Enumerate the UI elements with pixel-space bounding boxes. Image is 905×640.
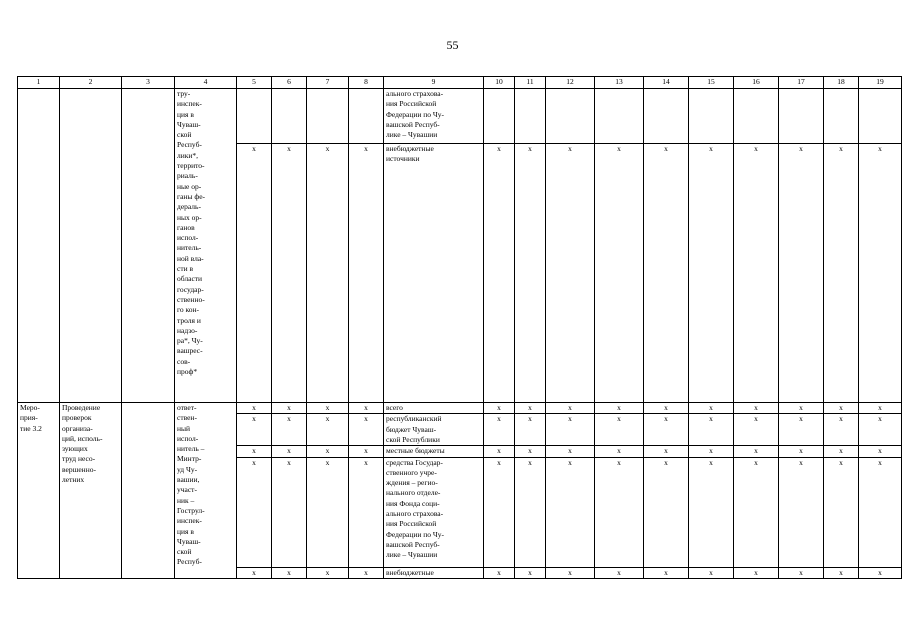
cell-x: x — [644, 567, 689, 578]
cell — [689, 89, 734, 144]
header-cell: 12 — [546, 77, 595, 89]
cell-x: x — [272, 457, 307, 567]
cell-x: x — [779, 144, 824, 403]
cell-x: x — [644, 144, 689, 403]
cell-x: x — [689, 457, 734, 567]
cell — [779, 89, 824, 144]
cell-x: x — [595, 457, 644, 567]
cell-x: x — [734, 414, 779, 446]
cell-x: x — [824, 144, 859, 403]
measure-executor: ответ- ствен- ный испол- нитель – Минтр- уд Чу- вашии, участ- ник – Гострул- инспек- ция в Чуваш- ской Респуб- — [175, 403, 237, 579]
cell-x: x — [644, 414, 689, 446]
cell — [859, 89, 902, 144]
cell-x: x — [349, 446, 384, 457]
cell-x: x — [349, 144, 384, 403]
cell-x: x — [546, 446, 595, 457]
cell-x: x — [595, 446, 644, 457]
cell-x: x — [307, 457, 349, 567]
cell-x: x — [272, 403, 307, 414]
header-cell: 6 — [272, 77, 307, 89]
cell-x: x — [546, 403, 595, 414]
cell-funding-source: ального страхова- ния Российской Федерации по Чу- вашской Респуб- лике – Чувашии — [384, 89, 484, 144]
cell-x: x — [689, 446, 734, 457]
cell — [546, 89, 595, 144]
cell-x: x — [595, 144, 644, 403]
cell-x: x — [237, 446, 272, 457]
cell-x: x — [779, 446, 824, 457]
cell-x: x — [484, 414, 515, 446]
cell-funding-source: внебюджетные — [384, 567, 484, 578]
cell-x: x — [515, 144, 546, 403]
cell-x: x — [734, 403, 779, 414]
cell-x: x — [824, 403, 859, 414]
page-number: 55 — [446, 38, 459, 52]
cell — [237, 89, 272, 144]
cell-x: x — [859, 457, 902, 567]
header-cell: 5 — [237, 77, 272, 89]
cell-x: x — [734, 457, 779, 567]
header-cell: 17 — [779, 77, 824, 89]
cell-x: x — [349, 457, 384, 567]
header-cell: 1 — [18, 77, 60, 89]
cell — [824, 89, 859, 144]
cell-x: x — [484, 567, 515, 578]
measure-name: Проведение проверок организа- ций, исполь- зующих труд несо- вершенно- летних — [60, 403, 122, 579]
header-cell: 15 — [689, 77, 734, 89]
cell-x: x — [515, 414, 546, 446]
measure-id: Меро- прия- тие 3.2 — [18, 403, 60, 579]
header-cell: 8 — [349, 77, 384, 89]
cell-x: x — [689, 567, 734, 578]
header-cell: 16 — [734, 77, 779, 89]
cell-x: x — [595, 403, 644, 414]
cell-x: x — [546, 567, 595, 578]
header-cell: 13 — [595, 77, 644, 89]
program-table — [17, 76, 902, 579]
header-cell: 11 — [515, 77, 546, 89]
cell-x: x — [689, 414, 734, 446]
cell-col4-participants: тру- инспек- ция в Чуваш- ской Респуб- лики*, террито- риаль- ные ор- ганы фе- дераль- ных ор- ганов испол- нитель- ной вла- сти в области государ- ственно- го кон- троля и надзо- ра*, Чу- вашрес- сов- проф* — [175, 89, 237, 403]
cell-x: x — [349, 567, 384, 578]
cell-x: x — [307, 414, 349, 446]
cell-x: x — [515, 567, 546, 578]
header-cell: 7 — [307, 77, 349, 89]
cell — [515, 89, 546, 144]
header-cell: 18 — [824, 77, 859, 89]
cell-x: x — [779, 414, 824, 446]
cell-x: x — [272, 446, 307, 457]
cell — [349, 89, 384, 144]
cell-x: x — [644, 446, 689, 457]
header-cell: 10 — [484, 77, 515, 89]
cell-x: x — [546, 414, 595, 446]
cell-x: x — [859, 403, 902, 414]
cell-x: x — [779, 457, 824, 567]
header-cell: 14 — [644, 77, 689, 89]
cell — [484, 89, 515, 144]
cell-x: x — [484, 446, 515, 457]
cell-x: x — [349, 403, 384, 414]
cell-funding-source: республиканский бюджет Чуваш- ской Республики — [384, 414, 484, 446]
cell-x: x — [734, 144, 779, 403]
cell-x: x — [779, 403, 824, 414]
cell-x: x — [824, 457, 859, 567]
cell-x: x — [859, 414, 902, 446]
cell-x: x — [349, 414, 384, 446]
header-row — [18, 77, 902, 89]
cell-col3 — [122, 89, 175, 403]
header-cell: 3 — [122, 77, 175, 89]
cell-x: x — [779, 567, 824, 578]
cell-x: x — [734, 567, 779, 578]
cell-col3 — [122, 403, 175, 579]
cell-x: x — [307, 403, 349, 414]
table-row — [18, 89, 902, 144]
cell-x: x — [824, 446, 859, 457]
table-row — [18, 403, 902, 414]
cell-x: x — [515, 403, 546, 414]
cell-x: x — [272, 567, 307, 578]
cell — [595, 89, 644, 144]
cell-x: x — [307, 144, 349, 403]
header-cell: 4 — [175, 77, 237, 89]
cell-x: x — [237, 567, 272, 578]
cell-x: x — [307, 446, 349, 457]
cell-x: x — [859, 567, 902, 578]
header-cell: 2 — [60, 77, 122, 89]
header-cell: 19 — [859, 77, 902, 89]
cell-x: x — [272, 144, 307, 403]
cell-x: x — [515, 457, 546, 567]
cell-col2 — [60, 89, 122, 403]
cell-x: x — [644, 457, 689, 567]
cell-x: x — [859, 144, 902, 403]
cell-x: x — [484, 403, 515, 414]
cell-x: x — [734, 446, 779, 457]
cell-x: x — [484, 457, 515, 567]
cell-x: x — [546, 144, 595, 403]
cell — [307, 89, 349, 144]
cell-x: x — [237, 144, 272, 403]
cell-x: x — [237, 403, 272, 414]
cell-funding-source: всего — [384, 403, 484, 414]
cell-x: x — [484, 144, 515, 403]
cell-x: x — [689, 403, 734, 414]
cell-funding-source: внебюджетные источники — [384, 144, 484, 403]
cell-x: x — [859, 446, 902, 457]
cell-col1 — [18, 89, 60, 403]
cell-x: x — [595, 414, 644, 446]
cell-funding-source: местные бюджеты — [384, 446, 484, 457]
cell-x: x — [546, 457, 595, 567]
cell-x: x — [515, 446, 546, 457]
cell-x: x — [272, 414, 307, 446]
cell — [272, 89, 307, 144]
cell-x: x — [237, 414, 272, 446]
cell — [734, 89, 779, 144]
cell-x: x — [595, 567, 644, 578]
cell-x: x — [237, 457, 272, 567]
header-cell: 9 — [384, 77, 484, 89]
cell-funding-source: средства Государ- ственного учре- ждения – регио- нального отделе- ния Фонда соци- ального страхова- ния Российской Федерации по Чу- вашской Респуб- лике – Чувашии — [384, 457, 484, 567]
cell-x: x — [824, 567, 859, 578]
cell-x: x — [644, 403, 689, 414]
cell-x: x — [689, 144, 734, 403]
cell-x: x — [307, 567, 349, 578]
cell-x: x — [824, 414, 859, 446]
cell — [644, 89, 689, 144]
